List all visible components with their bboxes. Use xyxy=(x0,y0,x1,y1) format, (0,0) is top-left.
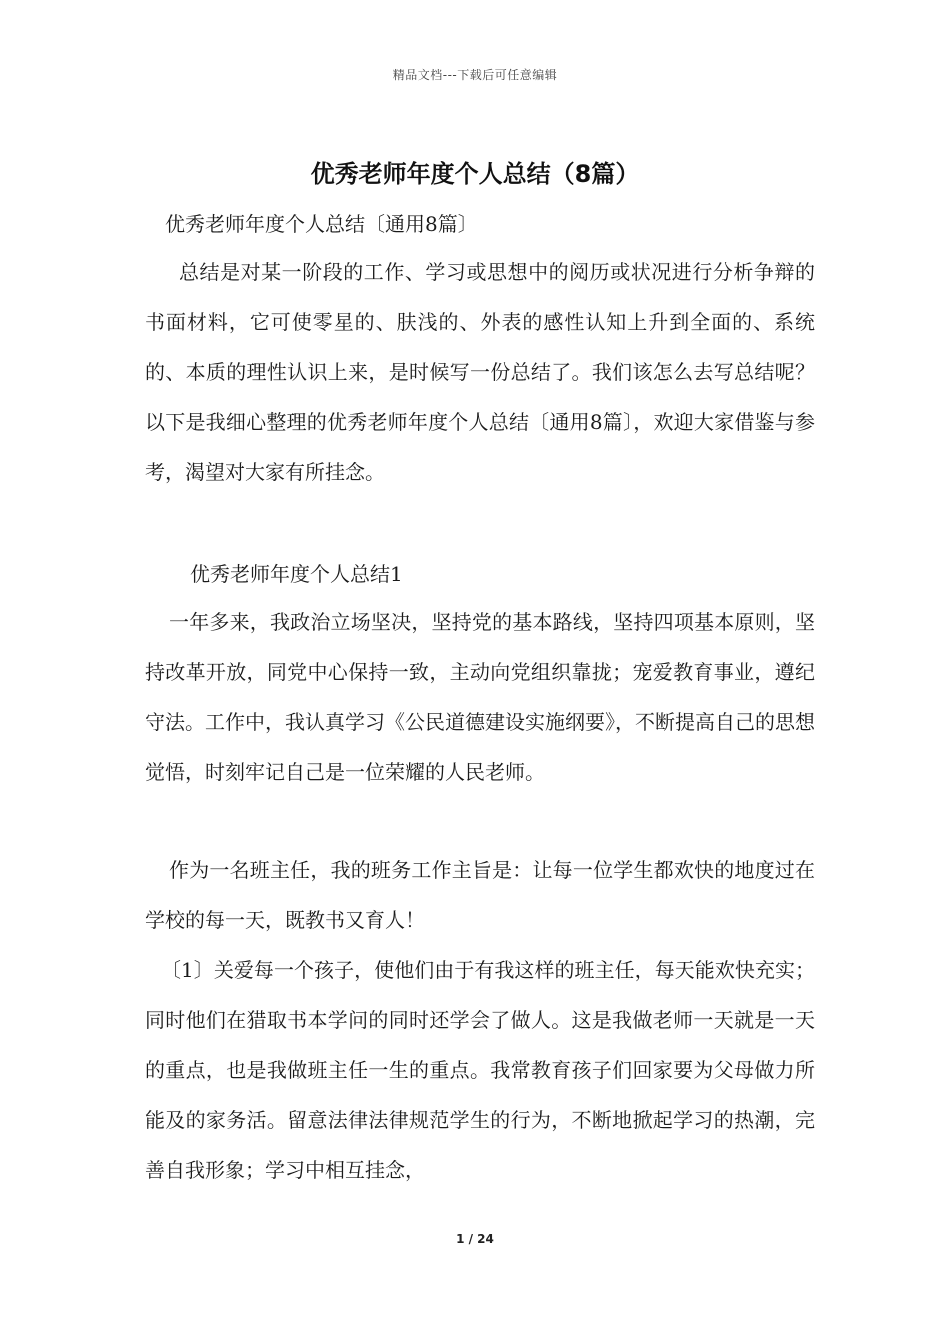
page-header: 精品文档---下载后可任意编辑 xyxy=(392,68,558,82)
document-subtitle: 优秀老师年度个人总结〔通用8篇〕 xyxy=(165,212,478,236)
body-paragraph: 一年多来，我政治立场坚决，坚持党的基本路线，坚持四项基本原则，坚持改革开放，同党中心保持一致，主动向党组织靠拢；宠爱教育事业，遵纪守法。工作中，我认真学习《公民道德建设实施纲要》，不断提高自己的思想觉悟，时刻牢记自己是一位荣耀的人民老师。 xyxy=(145,610,815,784)
intro-paragraph: 总结是对某一阶段的工作、学习或思想中的阅历或状况进行分析争辩的书面材料，它可使零星的、肤浅的、外表的感性认知上升到全面的、系统的、本质的理性认识上来，是时候写一份总结了。我们该怎么去写总结呢？以下是我细心整理的优秀老师年度个人总结〔通用8篇〕，欢迎大家借鉴与参考，渴望对大家有所挂念。 xyxy=(145,260,815,484)
document-title: 优秀老师年度个人总结（8篇） xyxy=(310,160,640,188)
section-title: 优秀老师年度个人总结1 xyxy=(190,562,403,586)
body-paragraph: 〔1〕关爱每一个孩子，使他们由于有我这样的班主任，每天能欢快充实；同时他们在猎取书本学问的同时还学会了做人。这是我做老师一天就是一天的重点，也是我做班主任一生的重点。我常教育孩子们回家要为父母做力所能及的家务活。留意法律法律规范学生的行为，不断地掀起学习的热潮，完善自我形象；学习中相互挂念， xyxy=(145,958,815,1182)
body-paragraph: 作为一名班主任，我的班务工作主旨是：让每一位学生都欢快的地度过在学校的每一天，既教书又育人！ xyxy=(145,858,815,932)
page-number: 1 / 24 xyxy=(456,1232,494,1246)
